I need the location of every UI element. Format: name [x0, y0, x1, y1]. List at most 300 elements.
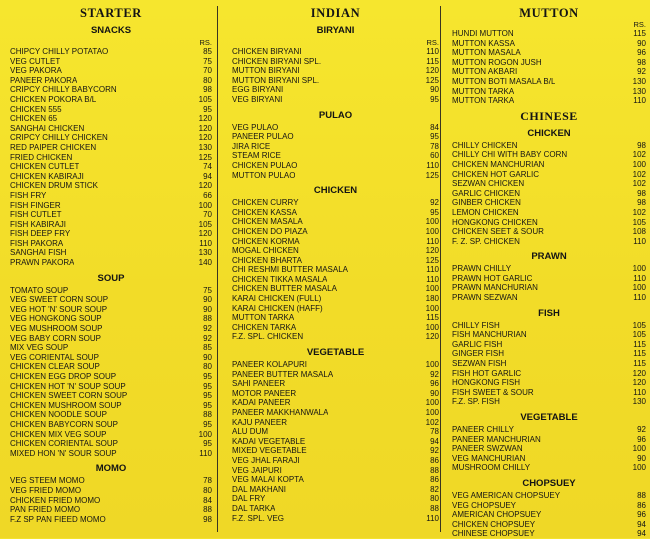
- menu-item: [10, 172, 212, 182]
- menu-item-name: HONGKONG CHICKEN: [452, 217, 538, 227]
- menu-item: [10, 153, 212, 163]
- column-title: STARTER: [80, 6, 142, 20]
- menu-item-name: CHICKEN HOT GARLIC: [452, 169, 539, 179]
- menu-item-name: PANEER CHILLY: [452, 425, 514, 434]
- menu-item-name: CHICKEN KASSA: [232, 207, 297, 217]
- menu-item-price: 95: [203, 372, 212, 381]
- menu-item-name: F. Z. SP. CHICKEN: [452, 236, 520, 246]
- menu-item-name: CHICKEN HOT 'N' SOUP SOUP: [10, 381, 126, 391]
- menu-item-name: MUTTON ROGON JUSH: [452, 57, 542, 67]
- menu-item-price: 92: [637, 67, 646, 77]
- section-heading-pulao: PULAO: [318, 109, 353, 121]
- menu-item-price: 94: [637, 519, 646, 529]
- menu-item-name: PANEER BUTTER MASALA: [232, 369, 334, 379]
- currency-label: RS.: [633, 20, 646, 29]
- menu-item: [10, 258, 212, 268]
- menu-item-price: 66: [203, 190, 212, 200]
- menu-item-price: 95: [203, 400, 212, 410]
- menu-item-price: 105: [198, 94, 212, 104]
- menu-item-price: 130: [632, 397, 646, 407]
- menu-item-name: CHICKEN CORIENTAL SOUP: [10, 439, 119, 449]
- menu-item-name: CHICKEN KABIRAJI: [10, 171, 84, 181]
- section-heading-momo: MOMO: [95, 463, 127, 475]
- menu-item: [232, 418, 439, 428]
- menu-item-price: 95: [430, 132, 439, 142]
- menu-item-name: PRAWN HOT GARLIC: [452, 273, 533, 283]
- menu-item: [10, 305, 212, 315]
- menu-item-name: LEMON CHICKEN: [452, 207, 519, 217]
- menu-item-price: 100: [632, 159, 646, 169]
- menu-item-name: CHICKEN BHARTA: [232, 255, 302, 265]
- menu-item: [10, 343, 212, 353]
- menu-item-price: 110: [633, 236, 646, 246]
- menu-item: [452, 444, 646, 454]
- menu-item-name: VEG HOT 'N' SOUR SOUP: [10, 304, 108, 314]
- menu-item: [452, 67, 646, 77]
- menu-item-price: 84: [203, 495, 212, 505]
- menu-item-price: 88: [430, 465, 439, 475]
- menu-item: [232, 294, 439, 304]
- menu-item-price: 98: [637, 198, 646, 208]
- menu-item-name: CHICKEN PULAO: [232, 160, 298, 170]
- menu-item-name: VEG STEEM MOMO: [10, 476, 85, 486]
- menu-item-name: VEG JHAL FARAJI: [232, 455, 300, 465]
- menu-item-name: PRAWN PAKORA: [10, 258, 75, 268]
- menu-item-price: 110: [633, 293, 646, 303]
- menu-item: [232, 323, 439, 333]
- menu-item-price: 110: [426, 160, 439, 170]
- menu-item-price: 90: [637, 38, 646, 48]
- section-heading-chinese: CHINESE: [520, 108, 578, 123]
- menu-item: [452, 96, 646, 106]
- menu-item-name: CHICKEN KORMA: [232, 236, 300, 246]
- menu-item-price: 88: [203, 410, 212, 420]
- menu-item-name: VEG MUSHROOM SOUP: [10, 324, 103, 334]
- column-title: MUTTON: [519, 6, 579, 20]
- menu-item: [232, 265, 439, 275]
- menu-item-price: 120: [198, 114, 212, 124]
- menu-item-price: 120: [632, 378, 646, 388]
- menu-item-price: 102: [632, 150, 646, 160]
- menu-item: [232, 123, 439, 133]
- menu-item: [452, 529, 646, 539]
- menu-item-name: FISH CUTLET: [10, 210, 62, 220]
- menu-item: [232, 494, 439, 504]
- menu-item-price: 110: [426, 274, 439, 284]
- menu-item-price: 88: [430, 503, 439, 513]
- menu-item-price: 92: [203, 324, 212, 334]
- menu-item: [10, 476, 212, 486]
- menu-item-price: 115: [426, 56, 439, 66]
- menu-item: [10, 85, 212, 95]
- menu-item: [10, 401, 212, 411]
- menu-item-name: PRAWN CHILLY: [452, 264, 512, 274]
- menu-item-name: MUSHROOM CHILLY: [452, 463, 531, 473]
- menu-item-price: 100: [425, 226, 439, 236]
- menu-item: [452, 397, 646, 407]
- menu-item: [452, 349, 646, 359]
- menu-item-name: CHICKEN CURRY: [232, 198, 299, 208]
- menu-item-name: CHICKEN BIRYANI: [232, 47, 302, 56]
- menu-item: [232, 217, 439, 227]
- menu-item: [10, 353, 212, 363]
- menu-item-name: MIXED VEGETABLE: [232, 446, 307, 456]
- menu-item-name: CRIPCY CHILLY BABYCORN: [10, 85, 117, 95]
- menu-item-price: 125: [425, 170, 439, 180]
- menu-item-name: MUTTON MASALA: [452, 48, 521, 58]
- menu-item: [452, 378, 646, 388]
- menu-item: [10, 114, 212, 124]
- menu-item-name: SEZWAN FISH: [452, 359, 507, 369]
- menu-item: [10, 124, 212, 134]
- menu-item: [232, 85, 439, 95]
- menu-item-name: VEG SWEET CORN SOUP: [10, 295, 109, 305]
- menu-item: [232, 246, 439, 256]
- menu-item-name: F.Z. SPL. CHICKEN: [232, 332, 304, 342]
- menu-item-name: VEG AMERICAN CHOPSUEY: [452, 490, 561, 500]
- menu-item-price: 130: [198, 142, 212, 152]
- menu-item-name: F.Z. SP. FISH: [452, 397, 500, 407]
- menu-item: [232, 370, 439, 380]
- menu-item: [232, 95, 439, 105]
- menu-item: [232, 408, 439, 418]
- menu-item-name: MUTTON BIRYANI SPL.: [232, 75, 320, 85]
- menu-item-name: F.Z. SPL. VEG: [232, 513, 285, 523]
- menu-item-price: 100: [632, 444, 646, 454]
- currency-label: RS.: [199, 38, 212, 47]
- menu-item-price: 85: [203, 47, 212, 56]
- menu-item-name: VEG CORIENTAL SOUP: [10, 352, 99, 362]
- menu-item: [232, 456, 439, 466]
- menu-item: [10, 181, 212, 191]
- menu-item-name: TOMATO SOUP: [10, 285, 69, 295]
- menu-item-name: DAL MAKHANI: [232, 484, 286, 494]
- menu-item-name: GINBER CHICKEN: [452, 198, 521, 208]
- section-heading-vegetable: VEGETABLE: [306, 347, 365, 359]
- menu-item-name: PRAWN SEZWAN: [452, 293, 518, 303]
- menu-item: [452, 274, 646, 284]
- menu-item: [10, 295, 212, 305]
- menu-item-price: 100: [425, 322, 439, 332]
- menu-item: [232, 227, 439, 237]
- menu-item-price: 105: [632, 330, 646, 340]
- menu-item: [232, 142, 439, 152]
- menu-item-name: FISH KABIRAJI: [10, 219, 67, 229]
- menu-item-price: 115: [633, 349, 646, 359]
- menu-item-name: MUTTON TARKA: [232, 313, 295, 323]
- menu-item-name: CHICKEN CHOPSUEY: [452, 519, 536, 529]
- menu-item-price: 120: [425, 66, 439, 76]
- menu-item: [452, 388, 646, 398]
- menu-item-name: CHI RESHMI BUTTER MASALA: [232, 265, 349, 275]
- menu-item-price: 120: [632, 368, 646, 378]
- menu-item-price: 98: [637, 57, 646, 67]
- menu-item-name: VEG CUTLET: [10, 56, 61, 66]
- menu-item-price: 86: [430, 455, 439, 465]
- menu-item-price: 92: [430, 369, 439, 379]
- menu-item: [10, 229, 212, 239]
- menu-item: [232, 398, 439, 408]
- menu-item: [10, 239, 212, 249]
- menu-item-price: 98: [637, 188, 646, 198]
- menu-item-price: 74: [203, 162, 212, 172]
- menu-item-name: JIRA RICE: [232, 141, 271, 151]
- menu-item: [232, 304, 439, 314]
- menu-item-name: DAL FRY: [232, 494, 266, 504]
- menu-item: [10, 143, 212, 153]
- menu-item: [10, 286, 212, 296]
- menu-item-name: MOTOR PANEER: [232, 388, 297, 398]
- menu-item-price: 95: [203, 381, 212, 391]
- menu-item: [232, 389, 439, 399]
- menu-item: [452, 321, 646, 331]
- menu-item: [452, 189, 646, 199]
- menu-item-name: VEG FRIED MOMO: [10, 485, 82, 495]
- menu-item-name: PANEER PULAO: [232, 132, 294, 142]
- menu-item-price: 92: [430, 446, 439, 456]
- menu-item-price: 60: [430, 151, 439, 161]
- menu-item: [452, 501, 646, 511]
- menu-item-name: AMERICAN CHOPSUEY: [452, 510, 542, 520]
- menu-item-price: 110: [426, 513, 439, 523]
- menu-item-name: CHICKEN BABYCORN SOUP: [10, 419, 119, 429]
- menu-item-name: HUNDI MUTTON: [452, 29, 514, 38]
- menu-item: [232, 437, 439, 447]
- menu-item: [10, 105, 212, 115]
- menu-item: [10, 66, 212, 76]
- menu-item-name: PANEER MANCHURIAN: [452, 434, 541, 444]
- menu-item-name: CHILLY CHICKEN: [452, 140, 518, 150]
- menu-item: [232, 485, 439, 495]
- menu-item-price: 108: [632, 227, 646, 237]
- menu-item-price: 100: [425, 360, 439, 370]
- menu-item-price: 110: [426, 236, 439, 246]
- menu-item-price: 180: [425, 294, 439, 304]
- menu-item-name: CHICKEN MUSHROOM SOUP: [10, 400, 122, 410]
- menu-item: [10, 391, 212, 401]
- menu-item-name: FRIED CHICKEN: [10, 152, 73, 162]
- menu-item-name: PANEER MAKKHANWALA: [232, 408, 329, 417]
- menu-item-price: 110: [199, 448, 212, 458]
- menu-item: [232, 284, 439, 294]
- menu-item-name: CHILLY FISH: [452, 320, 500, 330]
- menu-item: [452, 237, 646, 247]
- menu-item-name: CHICKEN BIRYANI SPL.: [232, 56, 322, 66]
- menu-item-price: 92: [430, 198, 439, 208]
- menu-item-price: 82: [430, 484, 439, 494]
- menu-item-price: 90: [430, 85, 439, 95]
- menu-item-name: VEG BIRYANI: [232, 94, 283, 104]
- menu-item-name: KAJU PANEER: [232, 417, 287, 427]
- menu-item-name: GARLIC FISH: [452, 339, 503, 349]
- menu-item-name: CHICKEN EGG DROP SOUP: [10, 372, 117, 381]
- menu-item-name: PRAWN MANCHURIAN: [452, 283, 538, 293]
- menu-column-starter: [4, 0, 212, 538]
- menu-item: [232, 514, 439, 524]
- menu-item-price: 102: [632, 179, 646, 189]
- menu-item-price: 90: [430, 388, 439, 398]
- menu-item-name: CHICKEN SEET & SOUR: [452, 227, 544, 237]
- menu-item-name: EGG BIRYANI: [232, 85, 284, 95]
- menu-item-price: 85: [203, 343, 212, 353]
- menu-item-name: FISH PAKORA: [10, 238, 64, 248]
- menu-item-price: 90: [203, 295, 212, 305]
- menu-item-price: 110: [426, 47, 439, 56]
- menu-item-name: HONGKONG FISH: [452, 378, 521, 388]
- menu-item: [232, 504, 439, 514]
- menu-item-name: ALU DUM: [232, 427, 269, 437]
- menu-item: [452, 208, 646, 218]
- section-heading-chopsuey: CHOPSUEY: [522, 477, 576, 489]
- menu-item-name: CHICKEN BUTTER MASALA: [232, 284, 337, 294]
- menu-item-price: 95: [430, 207, 439, 217]
- menu-item-name: MIXED HON 'N' SOUR SOUP: [10, 448, 117, 458]
- menu-item-name: CHICKEN MANCHURIAN: [452, 159, 545, 169]
- menu-item: [10, 162, 212, 172]
- menu-item-price: 100: [425, 217, 439, 227]
- menu-item-name: CHICKEN DRUM STICK: [10, 181, 99, 191]
- section-heading-biryani: BIRYANI: [316, 25, 355, 36]
- menu-item-name: CHICKEN TARKA: [232, 322, 297, 332]
- menu-column-mutton-chinese: [446, 0, 646, 538]
- menu-item: [10, 486, 212, 496]
- menu-item-name: CHILLY CHI WITH BABY CORN: [452, 150, 568, 160]
- menu-item-price: 86: [637, 500, 646, 510]
- section-heading-soup: SOUP: [97, 272, 125, 284]
- menu-item: [452, 425, 646, 435]
- menu-item: [452, 218, 646, 228]
- menu-item-price: 102: [632, 207, 646, 217]
- menu-item-price: 110: [199, 238, 212, 248]
- menu-item: [232, 275, 439, 285]
- menu-item: [452, 170, 646, 180]
- menu-item: [232, 151, 439, 161]
- menu-item-name: STEAM RICE: [232, 151, 281, 161]
- menu-item: [232, 208, 439, 218]
- menu-column-indian: [226, 0, 439, 538]
- menu-item-name: GINGER FISH: [452, 349, 505, 359]
- menu-item: [232, 360, 439, 370]
- menu-item: [232, 76, 439, 86]
- menu-item: [452, 283, 646, 293]
- menu-item-price: 96: [430, 379, 439, 389]
- menu-item-price: 95: [430, 94, 439, 104]
- menu-item-price: 88: [203, 314, 212, 324]
- menu-item: [452, 264, 646, 274]
- menu-item-name: CHICKEN MIX VEG SOUP: [10, 429, 107, 439]
- menu-item-price: 120: [425, 332, 439, 342]
- menu-item: [232, 171, 439, 181]
- section-heading-fish: FISH: [538, 307, 560, 319]
- menu-item-name: KARAI CHICKEN (HAFF): [232, 303, 323, 313]
- menu-item: [232, 161, 439, 171]
- menu-item-name: VEG MANCHURIAN: [452, 453, 526, 463]
- menu-item: [452, 491, 646, 501]
- menu-item-price: 98: [637, 140, 646, 150]
- menu-item-name: GARLIC CHICKEN: [452, 188, 521, 198]
- menu-item-price: 102: [425, 417, 439, 427]
- menu-item-name: FISH FRY: [10, 190, 47, 200]
- menu-item: [452, 435, 646, 445]
- menu-item: [10, 430, 212, 440]
- menu-item-name: CHICKEN 65: [10, 114, 58, 124]
- menu-item-name: MUTTON TARKA: [452, 86, 515, 96]
- menu-item-price: 92: [637, 425, 646, 434]
- menu-item-price: 110: [633, 273, 646, 283]
- menu-item-price: 125: [425, 75, 439, 85]
- menu-item-name: FISH HOT GARLIC: [452, 368, 522, 378]
- menu-item-price: 75: [203, 56, 212, 66]
- menu-item: [10, 410, 212, 420]
- menu-item-name: FISH FINGER: [10, 200, 61, 210]
- menu-item-price: 105: [632, 217, 646, 227]
- menu-item-name: MUTTON BIRYANI: [232, 66, 300, 76]
- menu-item: [10, 210, 212, 220]
- menu-item: [452, 160, 646, 170]
- menu-item-price: 140: [198, 258, 212, 268]
- menu-item-price: 96: [637, 434, 646, 444]
- menu-item-price: 130: [632, 76, 646, 86]
- menu-item: [232, 256, 439, 266]
- menu-item: [10, 496, 212, 506]
- menu-item-name: CHICKEN MASALA: [232, 217, 303, 227]
- menu-item-price: 98: [203, 85, 212, 95]
- menu-item-price: 100: [632, 283, 646, 293]
- menu-item-name: CHIPCY CHILLY POTATAO: [10, 47, 109, 56]
- menu-item: [452, 198, 646, 208]
- menu-item-price: 94: [637, 529, 646, 539]
- menu-item-name: VEG BABY CORN SOUP: [10, 333, 101, 343]
- menu-item-name: CHICKEN 555: [10, 104, 62, 114]
- menu-item-name: CHICKEN DO PIAZA: [232, 226, 308, 236]
- menu-item-name: MUTTON TARKA: [452, 96, 515, 106]
- menu-item: [452, 293, 646, 303]
- menu-item: [452, 359, 646, 369]
- menu-item-name: CHICKEN NOODLE SOUP: [10, 410, 107, 420]
- menu-item: [10, 95, 212, 105]
- menu-item-name: FISH MANCHURIAN: [452, 330, 527, 340]
- menu-item-name: PANEER KOLAPURI: [232, 360, 307, 370]
- menu-item: [10, 57, 212, 67]
- menu-item: [232, 466, 439, 476]
- menu-item-price: 100: [425, 284, 439, 294]
- menu-item-price: 80: [203, 485, 212, 495]
- menu-item: [10, 334, 212, 344]
- menu-item-price: 78: [430, 427, 439, 437]
- menu-item: [10, 505, 212, 515]
- menu-item-price: 115: [633, 29, 646, 38]
- menu-item: [452, 39, 646, 49]
- menu-item: [452, 58, 646, 68]
- menu-item-price: 100: [425, 408, 439, 417]
- menu-item-price: 78: [203, 476, 212, 486]
- menu-item-name: KADAI PANEER: [232, 398, 291, 408]
- menu-item: [10, 76, 212, 86]
- section-heading-prawn: PRAWN: [531, 251, 567, 263]
- menu-item: [452, 340, 646, 350]
- menu-item-price: 94: [430, 436, 439, 446]
- menu-item: [232, 237, 439, 247]
- menu-item: [452, 369, 646, 379]
- menu-item-name: CHICKEN POKORA B/L: [10, 94, 97, 104]
- menu-item: [452, 520, 646, 530]
- menu-item-price: 80: [203, 362, 212, 372]
- menu-item: [232, 66, 439, 76]
- menu-item-price: 90: [637, 453, 646, 463]
- menu-item-name: DAL TARKA: [232, 503, 276, 513]
- menu-item-name: CHICKEN SWEET CORN SOUP: [10, 391, 128, 401]
- menu-item-price: 86: [430, 475, 439, 485]
